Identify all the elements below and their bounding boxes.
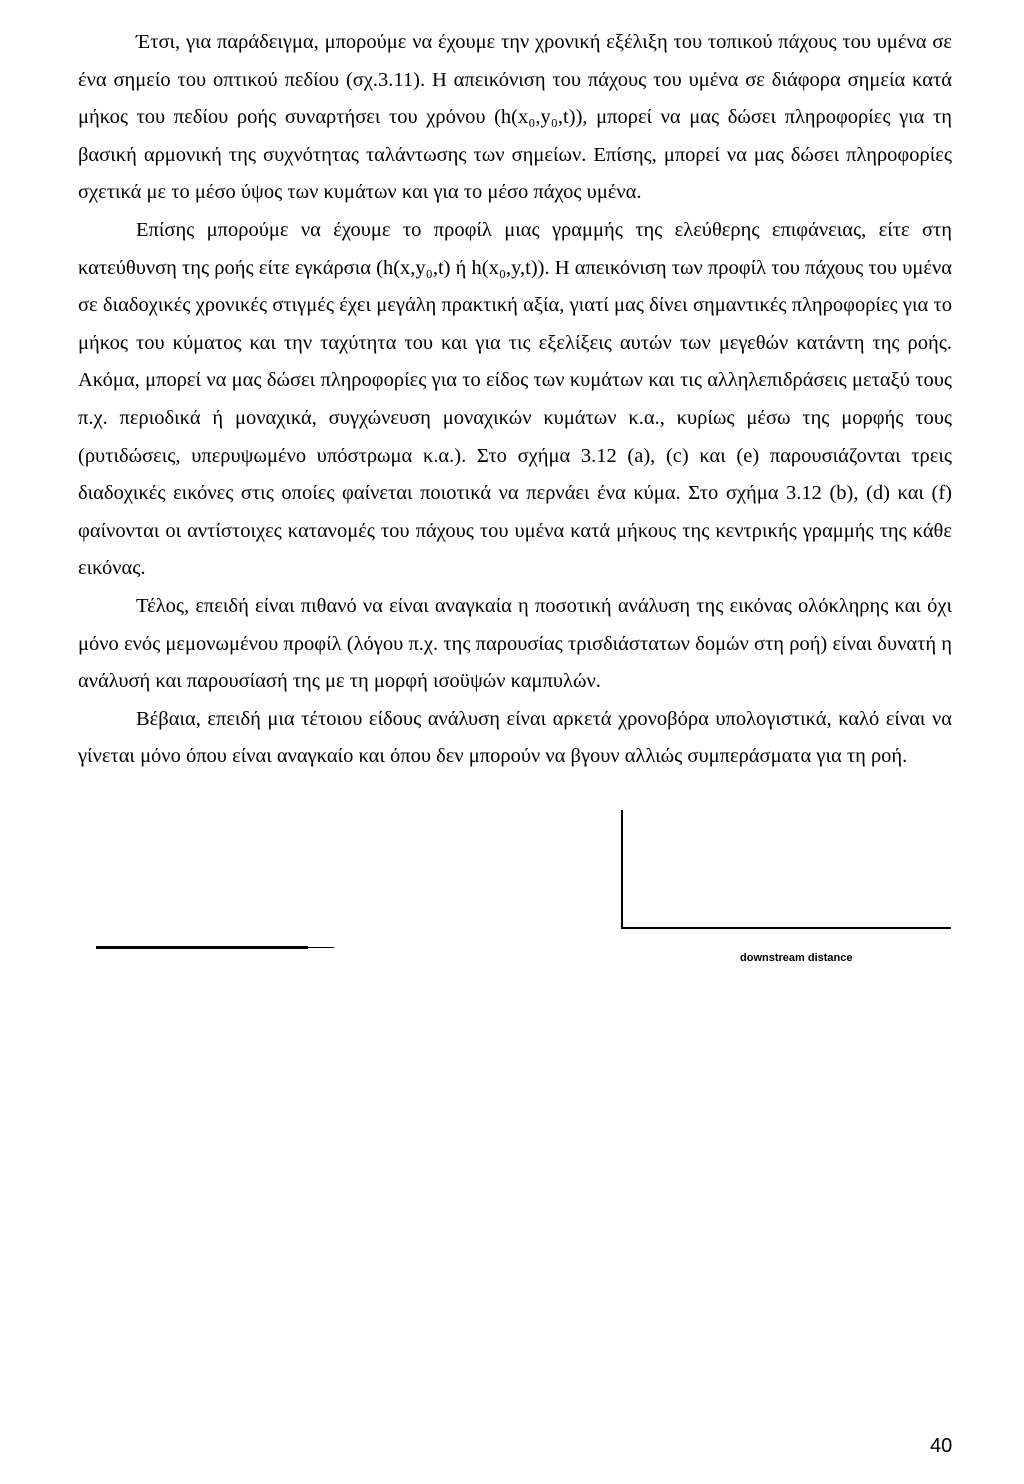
paragraph-3: Τέλος, επειδή είναι πιθανό να είναι αναγκαία η ποσοτική ανάλυση της εικόνας ολόκληρης και όχι μόνο ενός μεμονωμένου προφίλ (λόγου π.χ. της παρουσίας τρισδιάστατων δομών στη ροή) είναι δυνατή η ανάλυσή και παρουσίασή της με τη μορφή ισοϋψών καμπυλών. (78, 594, 952, 693)
figure-vertical-axis (621, 810, 623, 928)
figure-left-rule (96, 946, 308, 949)
figure-left-rule-tail (308, 947, 334, 948)
figure-axis-label: downstream distance (740, 952, 853, 964)
figure-horizontal-axis (621, 927, 951, 929)
paragraph-2: Επίσης μπορούμε να έχουμε το προφίλ μιας γραμμής της ελεύθερης επιφάνειας, είτε στη κατεύθυνση της ροής είτε εγκάρσια (h(x,y₀,t) ή h(x₀,y,t)). Η απεικόνιση των προφίλ του πάχους του υμένα σε διαδοχικές χρονικές στιγμές έχει μεγάλη πρακτική αξία, γιατί μας δίνει σημαντικές πληροφορίες για το μήκος του κύματος και την ταχύτητα του και για τις εξελίξεις αυτών των μεγεθών κατάντη της ροής. Ακόμα, μπορεί να μας δώσει πληροφορίες για το είδος των κυμάτων και τις αλληλεπιδράσεις μεταξύ τους π.χ. περιοδικά ή μοναχικά, συγχώνευση μοναχικών κυμάτων κ.α., κυρίως μέσω της μορφής τους (ρυτιδώσεις, υπερυψωμένο υπόστρωμα κ.α.). Στο σχήμα 3.12 (a), (c) και (e) παρουσιάζονται τρεις διαδοχικές εικόνες στις οποίες φαίνεται ποιοτικά να περνάει ένα κύμα. Στο σχήμα 3.12 (b), (d) και (f) φαίνονται οι αντίστοιχες κατανομές του πάχους του υμένα κατά μήκους της κεντρικής γραμμής της κάθε εικόνας. (78, 218, 952, 580)
paragraph-4: Βέβαια, επειδή μια τέτοιου είδους ανάλυση είναι αρκετά χρονοβόρα υπολογιστικά, καλό είναι να γίνεται μόνο όπου είναι αναγκαίο και όπου δεν μπορούν να βγουν αλλιώς συμπεράσματα για τη ροή. (78, 707, 952, 768)
figure-fragment (0, 800, 1024, 1480)
page-number: 40 (930, 1435, 953, 1457)
paragraph-1: Έτσι, για παράδειγμα, μπορούμε να έχουμε την χρονική εξέλιξη του τοπικού πάχους του υμένα σε ένα σημείο του οπτικού πεδίου (σχ.3.11). Η απεικόνιση του πάχους του υμένα σε διάφορα σημεία κατά μήκος του πεδίου ροής συναρτήσει του χρόνου (h(x₀,y₀,t)), μπορεί να μας δώσει πληροφορίες για τη βασική αρμονική της συχνότητας ταλάντωσης των σημείων. Επίσης, μπορεί να μας δώσει πληροφορίες σχετικά με το μέσο ύψος των κυμάτων και για το μέσο πάχος υμένα. (78, 31, 952, 204)
body-text (78, 24, 952, 776)
